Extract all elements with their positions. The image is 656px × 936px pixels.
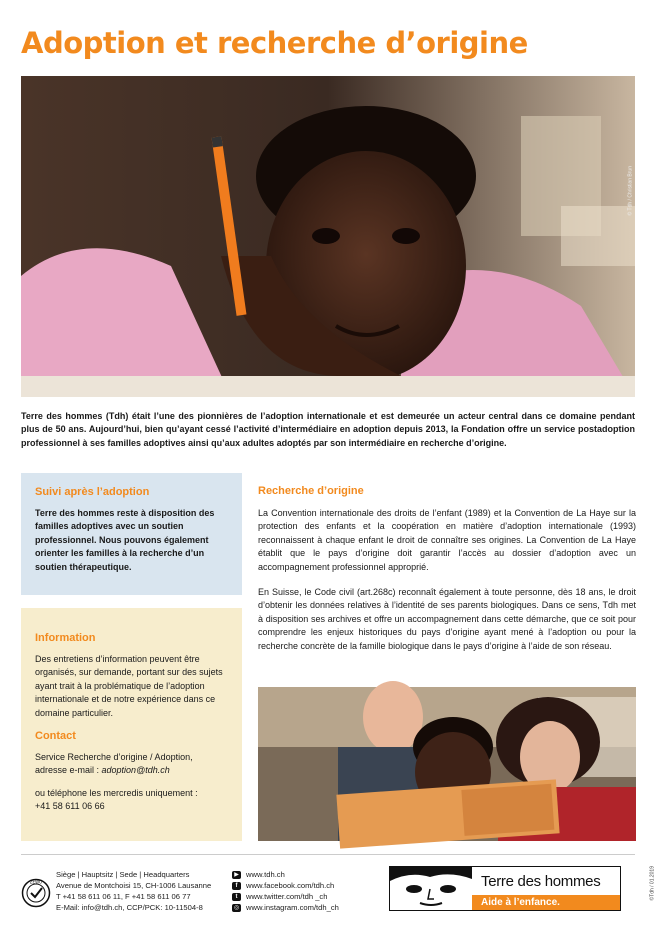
- twitter-link[interactable]: www.twitter.com/tdh _ch: [246, 892, 328, 901]
- recherche-paragraph-1: La Convention internationale des droits de l’enfant (1989) et la Convention de La Haye sur la protection des enfants et la coopération en matière d’adoption internationale (1993) reconnaissent à chaque enfant le droit de connaître ses origines. La Convention de La Haye établit que le pays d’origine doit garantir l’accès au dossier d’adoption avec un accompagnement professionnel approprié.: [258, 508, 636, 572]
- recherche-section: [258, 485, 636, 653]
- information-heading: Information: [35, 632, 96, 644]
- recherche-heading: Recherche d’origine: [258, 485, 364, 497]
- contact-phone: +41 58 611 06 66: [35, 801, 105, 812]
- logo-face-icon: [390, 867, 472, 910]
- social-twitter[interactable]: [232, 891, 339, 902]
- social-web[interactable]: [232, 869, 339, 880]
- contact-heading: Contact: [35, 730, 76, 743]
- address-line-4: E-Mail: info@tdh.ch, CCP/PCK: 10-11504-8: [56, 903, 203, 912]
- tdh-logo: [389, 866, 621, 911]
- web-link[interactable]: www.tdh.ch: [246, 870, 285, 879]
- logo-tagline: Aide à l’enfance.: [472, 895, 620, 910]
- zewo-seal-icon: [21, 878, 51, 908]
- information-box: [21, 608, 242, 841]
- contact-line1: Service Recherche d’origine / Adoption,: [35, 752, 193, 763]
- contact-email-line: [35, 764, 228, 777]
- photo-credit: © Tdh / Christian Brun: [627, 166, 633, 216]
- footer-address: [56, 869, 211, 913]
- document-code: ©Tdh / 01.2019: [650, 866, 656, 901]
- intro-paragraph: Terre des hommes (Tdh) était l’une des pionnières de l’adoption internationale et est demeurée un acteur central dans ce domaine pendant plus de 50 ans. Aujourd’hui, bien qu’ayant cessé l’activité d’intermédiaire en adoption depuis 2013, la Fondation offre un service postadoption professionnel à ses familles adoptives ainsi qu’aux adultes adoptés par son intermédiaire en recherche d’origine.: [21, 411, 635, 448]
- social-instagram[interactable]: [232, 902, 339, 913]
- address-line-2: Avenue de Montchoisi 15, CH-1006 Lausanne: [56, 881, 212, 890]
- page-title: Adoption et recherche d’origine: [21, 26, 528, 60]
- family-photo: [258, 687, 636, 841]
- recherche-paragraph-2: En Suisse, le Code civil (art.268c) reconnaît également à toute personne, dès 18 ans, le droit d’obtenir les données relatives à l’identité de ses parents biologiques. Dans ce sens, Tdh met à disposition ses archives et offre un accompagnement dans cette démarche, que ce soit pour comprendre les enjeux historiques du pays d’origine ayant mené à l’adoption ou pour la recherche concrète de la famille biologique dans le pays d’origine à l’aide de son réseau.: [258, 587, 636, 651]
- facebook-icon: f: [232, 882, 241, 890]
- suivi-heading: Suivi après l’adoption: [35, 486, 150, 498]
- logo-name: Terre des hommes: [481, 872, 601, 890]
- suivi-text: Terre des hommes reste à disposition des familles adoptives avec un soutien professionnel. Nous pouvons également orienter les familles à la recherche d’un soutien thérapeutique.: [35, 508, 215, 572]
- hero-photo: [21, 76, 635, 397]
- footer-social-links: [232, 869, 339, 913]
- suivi-box: [21, 473, 242, 595]
- footer-divider: [21, 854, 635, 855]
- information-text: Des entretiens d’information peuvent être organisés, sur demande, portant sur des sujets ayant trait à la problématique de l’adoption internationale et de notre expérience dans ce domaine particulier.: [35, 654, 223, 718]
- contact-email-link[interactable]: adoption@tdh.ch: [101, 765, 170, 776]
- instagram-icon: ◎: [233, 904, 240, 911]
- facebook-link[interactable]: www.facebook.com/tdh.ch: [246, 881, 335, 890]
- play-icon: ▶: [232, 871, 241, 879]
- contact-email-prefix: adresse e-mail :: [35, 765, 102, 776]
- twitter-icon: t: [232, 893, 241, 901]
- zewo-label: ZEWO: [29, 879, 43, 885]
- address-line-3: T +41 58 611 06 11, F +41 58 611 06 77: [56, 892, 191, 901]
- contact-phone-note: ou téléphone les mercredis uniquement :: [35, 787, 198, 798]
- instagram-link[interactable]: www.instagram.com/tdh_ch: [246, 903, 339, 912]
- social-facebook[interactable]: [232, 880, 339, 891]
- address-line-1: Siège | Hauptsitz | Sede | Headquarters: [56, 870, 190, 879]
